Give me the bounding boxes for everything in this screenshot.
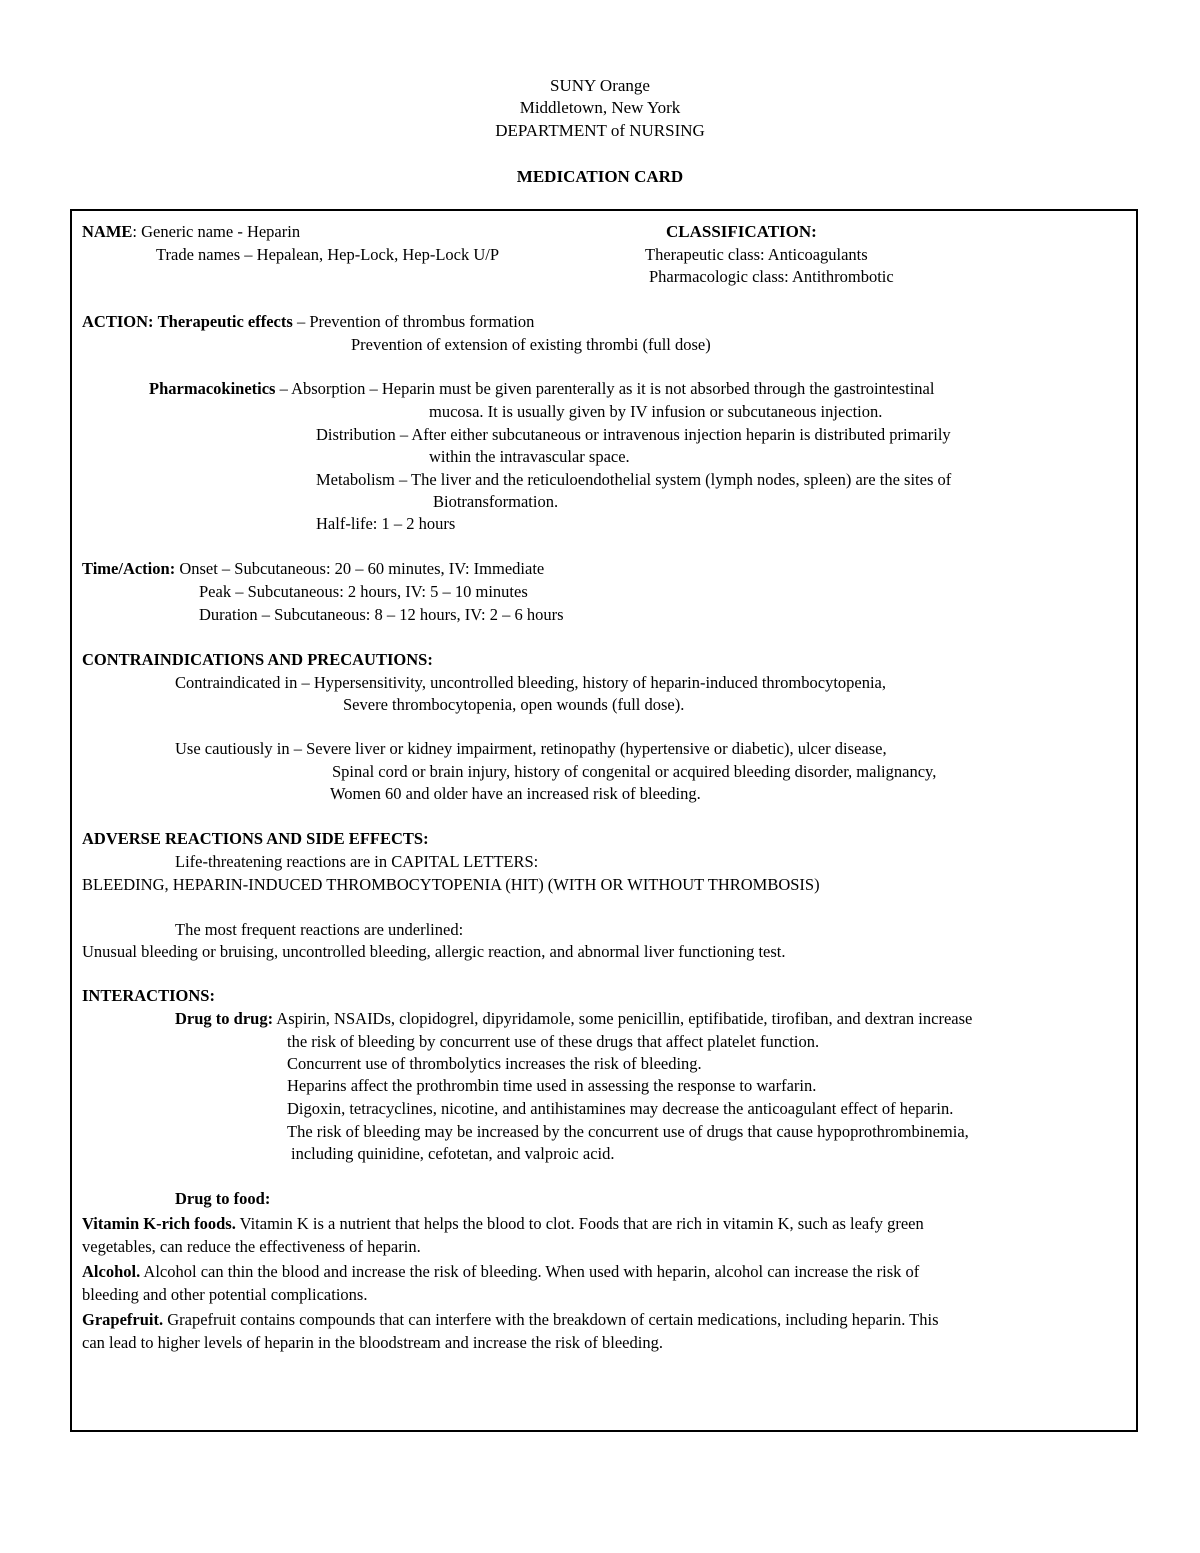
alcohol-label: Alcohol. [82,1262,141,1281]
grapefruit-line-1 [82,1310,939,1330]
trade-names: Trade names – Hepalean, Hep-Lock, Hep-Lock U/P [156,245,500,264]
name-label: NAME [82,222,133,241]
cautious-text-2: Spinal cord or brain injury, history of congenital or acquired bleeding disorder, malignancy, [332,762,937,781]
grapefruit-label: Grapefruit. [82,1310,164,1329]
grapefruit-text-1: Grapefruit contains compounds that can interfere with the breakdown of certain medications, including heparin. This [163,1310,939,1329]
vitamin-k-label: Vitamin K-rich foods. [82,1214,236,1233]
frequent-list: Unusual bleeding or bruising, uncontrolled bleeding, allergic reaction, and abnormal liver functioning test. [82,942,786,961]
life-threatening-note: Life-threatening reactions are in CAPITAL LETTERS: [175,852,539,871]
drug-drug-text-4: Heparins affect the prothrombin time used in assessing the response to warfarin. [287,1076,817,1095]
department-name: DEPARTMENT of NURSING [495,121,705,140]
peak-text: Peak – Subcutaneous: 2 hours, IV: 5 – 10 minutes [199,582,528,601]
action-section [82,312,534,332]
generic-name: : Generic name - Heparin [132,222,301,241]
therapeutic-effect-2: Prevention of extension of existing thrombi (full dose) [351,335,711,354]
cautious-text-1: Use cautiously in – Severe liver or kidney impairment, retinopathy (hypertensive or diabetic), ulcer disease, [175,739,887,758]
interactions-heading: INTERACTIONS: [82,986,215,1005]
drug-drug-text-3: Concurrent use of thrombolytics increases the risk of bleeding. [287,1054,702,1073]
vitamin-k-text-1: Vitamin K is a nutrient that helps the blood to clot. Foods that are rich in vitamin K, such as leafy green [235,1214,924,1233]
contraindicated-text-2: Severe thrombocytopenia, open wounds (full dose). [343,695,685,714]
alcohol-text-1: Alcohol can thin the blood and increase the risk of bleeding. When used with heparin, alcohol can increase the risk of [140,1262,920,1281]
half-life: Half-life: 1 – 2 hours [316,514,456,533]
action-label: ACTION: [82,312,154,331]
pharmacokinetics-label: Pharmacokinetics [149,379,276,398]
time-action-onset [82,559,544,579]
alcohol-text-2: bleeding and other potential complications. [82,1285,368,1304]
therapeutic-effect-1: – Prevention of thrombus formation [292,312,535,331]
cautious-text-3: Women 60 and older have an increased risk of bleeding. [330,784,701,803]
time-action-label: Time/Action: [82,559,176,578]
drug-drug-text-6: The risk of bleeding may be increased by the concurrent use of drugs that cause hypoprothrombinemia, [287,1122,969,1141]
classification-label: CLASSIFICATION: [666,222,817,241]
life-threatening-list: BLEEDING, HEPARIN-INDUCED THROMBOCYTOPENIA (HIT) (WITH OR WITHOUT THROMBOSIS) [82,875,820,894]
vitamin-k-text-2: vegetables, can reduce the effectiveness of heparin. [82,1237,421,1256]
metabolism-text-2: Biotransformation. [433,492,559,511]
metabolism-text-1: Metabolism – The liver and the reticuloendothelial system (lymph nodes, spleen) are the sites of [316,470,952,489]
drug-drug-text-7: including quinidine, cefotetan, and valproic acid. [291,1144,615,1163]
therapeutic-effects-label: Therapeutic effects [157,312,293,331]
institution-name: SUNY Orange [550,76,650,95]
distribution-text-1: Distribution – After either subcutaneous or intravenous injection heparin is distributed primarily [316,425,951,444]
contraindications-heading: CONTRAINDICATIONS AND PRECAUTIONS: [82,650,433,669]
alcohol-line-1 [82,1262,919,1282]
drug-drug-line-1 [175,1009,972,1029]
grapefruit-text-2: can lead to higher levels of heparin in the bloodstream and increase the risk of bleeding. [82,1333,663,1352]
frequent-note: The most frequent reactions are underlined: [175,920,464,939]
pharmacokinetics-absorption [149,379,934,399]
distribution-text-2: within the intravascular space. [429,447,630,466]
drug-drug-text-2: the risk of bleeding by concurrent use of these drugs that affect platelet function. [287,1032,820,1051]
absorption-text-1: – Absorption – Heparin must be given parenterally as it is not absorbed through the gastrointestinal [275,379,935,398]
duration-text: Duration – Subcutaneous: 8 – 12 hours, IV: 2 – 6 hours [199,605,564,624]
institution-location: Middletown, New York [519,98,681,117]
card-title: MEDICATION CARD [516,167,684,186]
onset-text: Onset – Subcutaneous: 20 – 60 minutes, IV: Immediate [175,559,545,578]
therapeutic-class: Therapeutic class: Anticoagulants [645,245,868,264]
drug-drug-text-1: Aspirin, NSAIDs, clopidogrel, dipyridamole, some penicillin, eptifibatide, tirofiban, and dextran increase [273,1009,973,1028]
adverse-heading: ADVERSE REACTIONS AND SIDE EFFECTS: [82,829,429,848]
name-section [82,222,300,242]
contraindicated-text-1: Contraindicated in – Hypersensitivity, uncontrolled bleeding, history of heparin-induced thrombocytopenia, [175,673,887,692]
drug-drug-text-5: Digoxin, tetracyclines, nicotine, and antihistamines may decrease the anticoagulant effect of heparin. [287,1099,954,1118]
vitamin-k-line-1 [82,1214,924,1234]
drug-food-label: Drug to food: [175,1189,271,1208]
absorption-text-2: mucosa. It is usually given by IV infusion or subcutaneous injection. [429,402,883,421]
drug-drug-label: Drug to drug: [175,1009,274,1028]
pharmacologic-class: Pharmacologic class: Antithrombotic [649,267,894,286]
